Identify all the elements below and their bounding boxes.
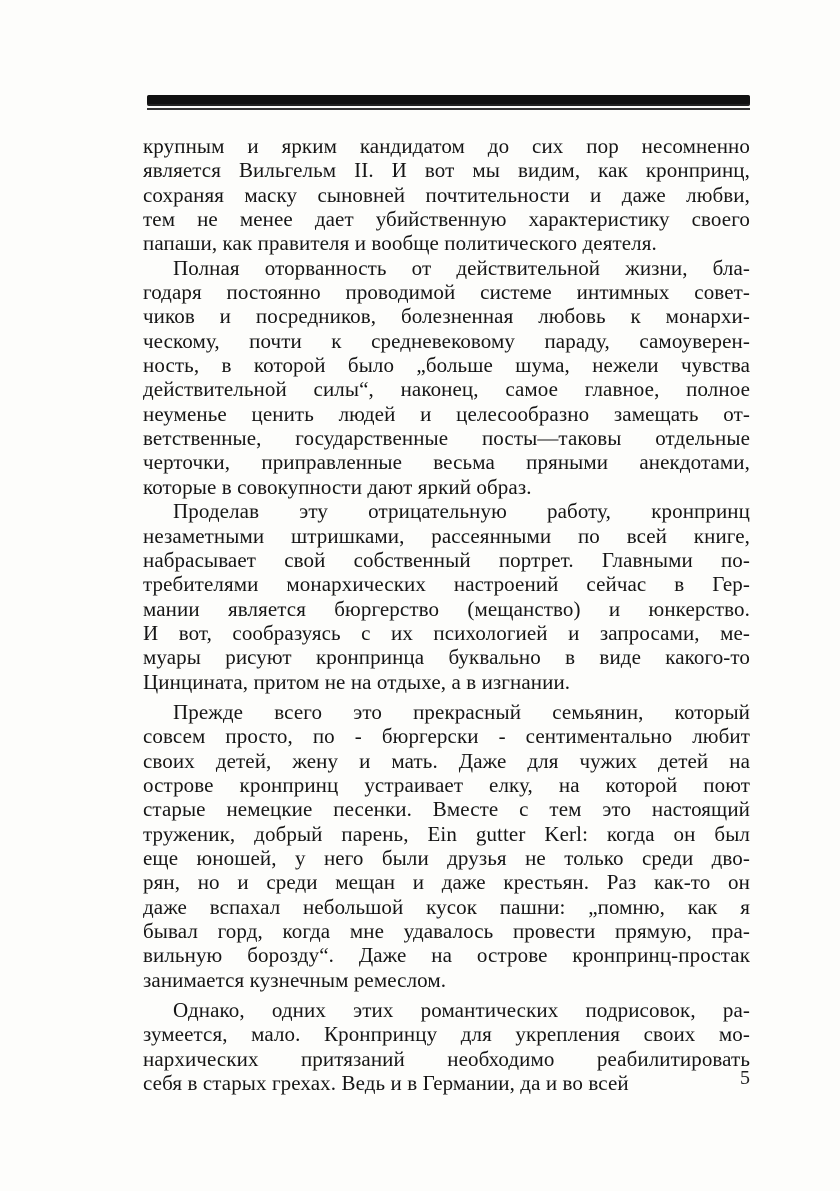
text-line: ветственные, государственные посты—таковы отдельные [143,426,750,451]
text-line: старые немецкие песенки. Вместе с тем это настоящий [143,797,750,822]
paragraph [143,256,750,499]
text-line: которые в совокупности дают яркий образ. [143,474,532,499]
text-line: еще юношей, у него были друзья не только среди дво- [143,845,750,870]
text-line: Прежде всего это прекрасный семьянин, который [173,699,750,724]
text-line: является Вильгельм II. И вот мы видим, как кронпринц, [143,158,750,183]
text-line: Однако, одних этих романтических подрисовок, ра- [173,998,750,1023]
text-line: занимается кузнечным ремеслом. [143,967,447,992]
text-line: зумеется, мало. Кронпринцу для укрепления своих мо- [143,1022,750,1047]
text-line: чиков и посредников, болезненная любовь к монархи- [143,304,750,329]
text-line: даже вспахал небольшой кусок пашни: „помню, как я [143,894,750,919]
page-number: 5 [740,1067,750,1089]
text-line: действительной силы“, наконец, самое главное, полное [143,377,750,402]
text-line: черточки, приправленные весьма пряными анекдотами, [143,450,750,475]
text-line: крупным и ярким кандидатом до сих пор несомненно [143,134,750,158]
text-line: сохраняя маску сыновней почтительности и даже любви, [143,182,750,207]
text-line: тем не менее дает убийственную характеристику своего [143,207,750,232]
text-line: Полная оторванность от действительной жизни, бла- [173,255,750,280]
text-line: годаря постоянно проводимой системе интимных совет- [143,280,750,305]
text-line: папаши, как правителя и вообще политического деятеля. [143,231,657,256]
paragraph [143,499,750,694]
text-line: вильную борозду“. Даже на острове кронпринц-простак [143,943,750,968]
text-line: нархических притязаний необходимо реабилитировать [143,1046,750,1071]
text-line: себя в старых грехах. Ведь и в Германии, да и во всей [143,1071,629,1096]
text-line: ность, в которой было „больше шума, нежели чувства [143,353,750,378]
page-body-text [143,134,750,1095]
text-line: своих детей, жену и мать. Даже для чужих детей на [143,748,750,773]
text-line: требителями монархических настроений сейчас в Гер- [143,572,750,597]
text-line: мании является бюргерство (мещанство) и юнкерство. [143,596,750,621]
header-rule [147,95,750,104]
text-line: бывал горд, когда мне удавалось провести прямую, пра- [143,919,750,943]
text-line: муары рисуют кронпринца буквально в виде какого-то [143,645,750,670]
text-line: неуменье ценить людей и целесообразно замещать от- [143,401,750,426]
text-line: острове кронпринц устраивает елку, на которой поют [143,772,750,797]
paragraph [143,998,750,1095]
text-line: незаметными штришками, рассеянными по всей книге, [143,523,750,548]
text-line: труженик, добрый парень, Ein gutter Kerl: когда он был [143,821,750,846]
text-line: Проделав эту отрицательную работу, кронпринц [173,499,750,524]
text-line: ческому, почти к средневековому параду, самоуверен- [143,328,750,353]
text-line: Цинцината, притом не на отдыхе, а в изгнании. [143,669,571,694]
text-line: рян, но и среди мещан и даже крестьян. Раз как-то он [143,870,750,895]
paragraph [143,134,750,256]
text-line: набрасывает свой собственный портрет. Главными по- [143,547,750,572]
paragraph [143,700,750,992]
text-line: совсем просто, по - бюргерски - сентиментально любит [143,724,750,749]
text-line: И вот, сообразуясь с их психологией и запросами, ме- [143,620,750,645]
header-rule-thin [147,108,750,110]
